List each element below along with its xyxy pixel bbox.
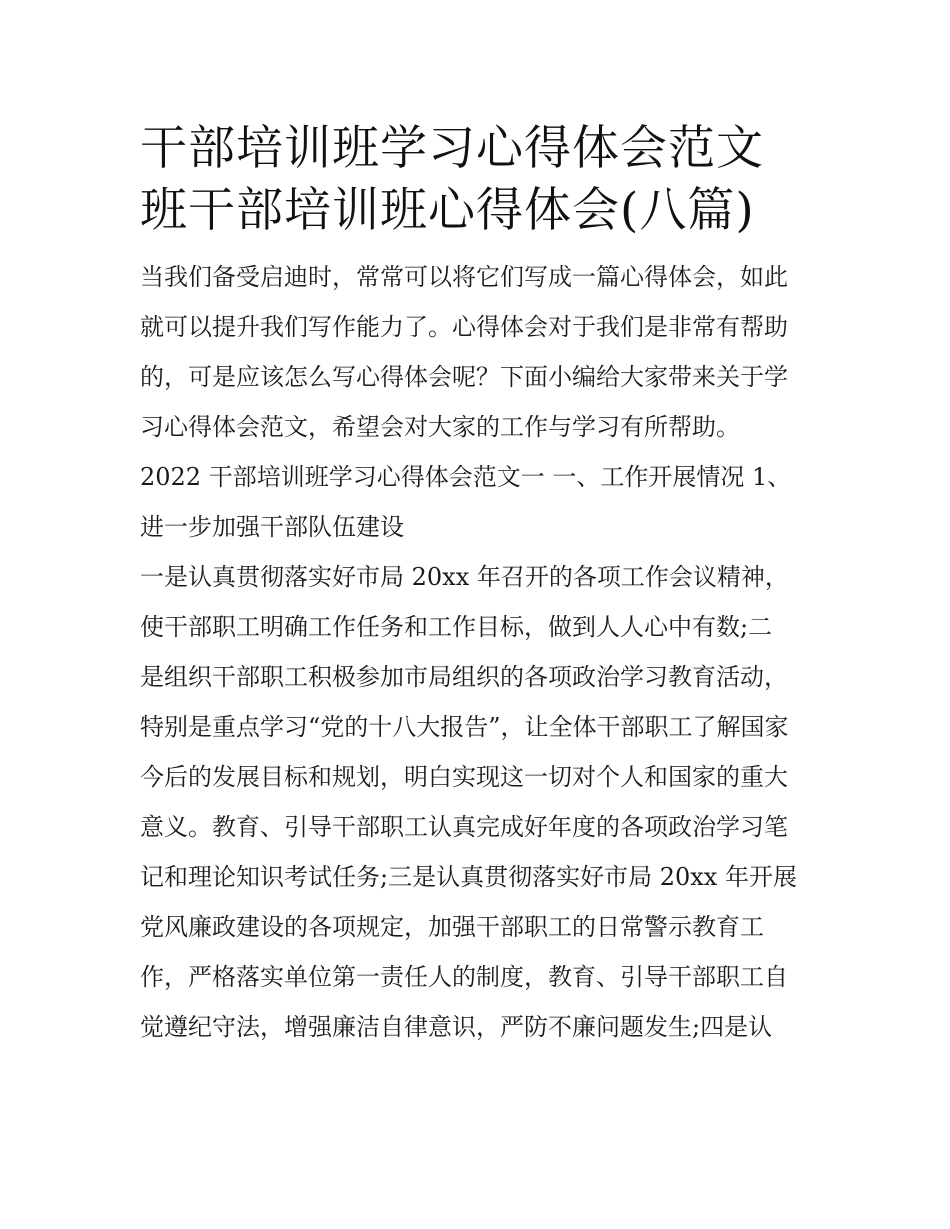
- text-line: 意义。教育、引导干部职工认真完成好年度的各项政治学习笔: [140, 813, 788, 841]
- text-line: 今后的发展目标和规划，明白实现这一切对个人和国家的重大: [140, 763, 788, 791]
- text-line: 习心得体会范文，希望会对大家的工作与学习有所帮助。: [140, 413, 740, 441]
- text-line: 2022 干部培训班学习心得体会范文一 一、工作开展情况 1、: [140, 463, 792, 491]
- text-line: 记和理论知识考试任务;三是认真贯彻落实好市局 20xx 年开展: [140, 863, 797, 891]
- intro-paragraph: [140, 252, 820, 452]
- text-line: 就可以提升我们写作能力了。心得体会对于我们是非常有帮助: [140, 313, 788, 341]
- text-line: 觉遵纪守法，增强廉洁自律意识，严防不廉问题发生;四是认: [140, 1013, 773, 1041]
- text-line: 当我们备受启迪时，常常可以将它们写成一篇心得体会，如此: [140, 263, 788, 291]
- text-line: 一是认真贯彻落实好市局 20xx 年召开的各项工作会议精神，: [140, 563, 789, 591]
- document-content: [140, 118, 820, 1052]
- document-title: [140, 118, 820, 242]
- text-line: 是组织干部职工积极参加市局组织的各项政治学习教育活动，: [140, 663, 788, 691]
- text-line: 作，严格落实单位第一责任人的制度，教育、引导干部职工自: [140, 963, 788, 991]
- body-paragraph: [140, 552, 820, 1052]
- title-line: 班干部培训班心得体会(八篇): [140, 183, 755, 238]
- text-line: 的，可是应该怎么写心得体会呢？下面小编给大家带来关于学: [140, 363, 788, 391]
- text-line: 特别是重点学习“党的十八大报告”，让全体干部职工了解国家: [140, 713, 789, 741]
- text-line: 党风廉政建设的各项规定，加强干部职工的日常警示教育工: [140, 913, 764, 941]
- section-heading-paragraph: [140, 452, 820, 552]
- title-line: 干部培训班学习心得体会范文: [140, 121, 764, 176]
- text-line: 进一步加强干部队伍建设: [140, 513, 404, 541]
- text-line: 使干部职工明确工作任务和工作目标，做到人人心中有数;二: [140, 613, 773, 641]
